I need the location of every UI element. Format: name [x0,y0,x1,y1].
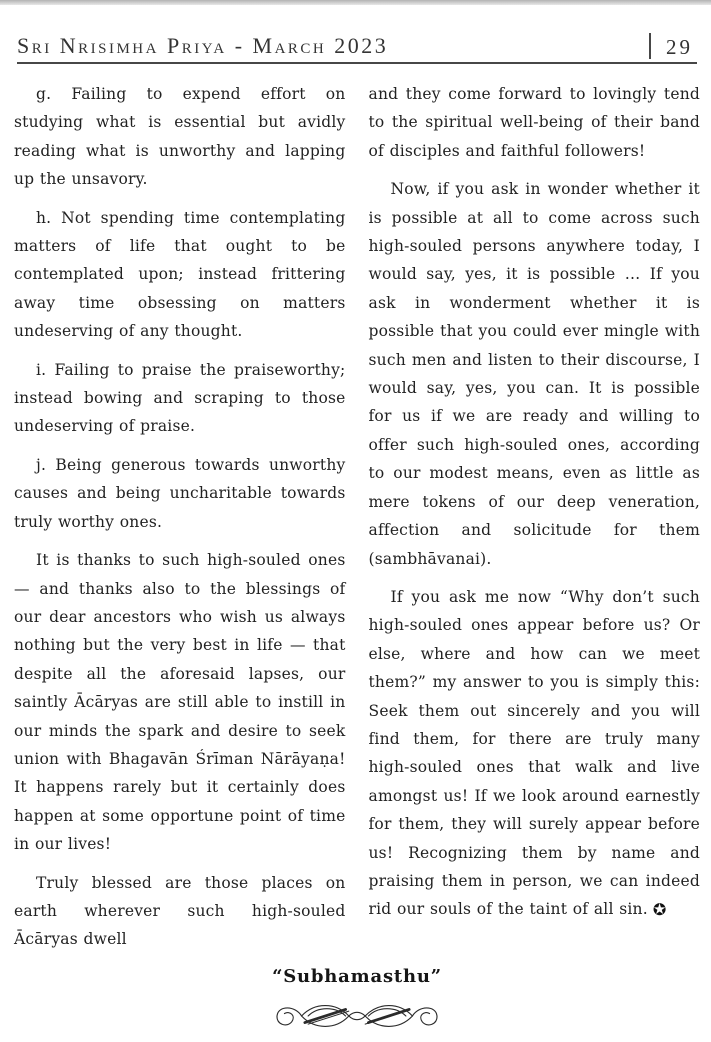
paragraph: It is thanks to such high-souled ones — and thanks also to the blessings of our dear ancestors who wish us always nothing but the very best in life — that despite all the aforesaid lapses, our saintly Ācāryas are still able to instill in our minds the spark and desire to seek union with Bhagavān Śrīman Nārāyaṇa! It happens rarely but it certainly does happen at some opportune point of time in our lives! [14,551,346,854]
calligraphic-flourish-icon [267,994,447,1038]
page-header [17,33,697,64]
top-edge-strip [0,0,711,5]
article-columns [14,80,700,964]
paragraph: and they come forward to lovingly tend to the spiritual well-being of their band of disciples and faithful followers! [368,85,700,160]
signoff-text: “Subhamasthu” [272,965,442,987]
journal-title: Sri Nrisimha Priya - March 2023 [17,33,389,58]
page-number: 29 [649,33,697,59]
paragraph: i. Failing to praise the praiseworthy; instead bowing and scraping to those undeserving of praise. [14,360,346,436]
left-column [14,80,346,964]
paragraph: Truly blessed are those places on earth wherever such high-souled Ācāryas dwell [14,873,346,949]
page-body [0,33,711,1042]
paragraph: h. Not spending time contemplating matters of life that ought to be contemplated upon; instead frittering away time obsessing on matters undeserving of any thought. [14,208,346,341]
right-column [369,80,701,964]
paragraph: If you ask me now “Why don’t such high-souled ones appear before us? Or else, where and how can we meet them?” my answer to you is simply this: Seek them out sincerely and you will find them, for there are truly many high-souled ones that walk and live amongst us! If we look around earnestly for them, they will surely appear before us! Recognizing them by name and praising them in person, we can indeed rid our souls of the taint of all sin. ✪ [369,583,701,924]
paragraph: j. Being generous towards unworthy causes and being uncharitable towards truly worthy ones. [14,455,346,531]
footer-ornament [14,994,700,1042]
paragraph: Now, if you ask in wonder whether it is possible at all to come across such high-souled persons anywhere today, I would say, yes, it is possible … If you ask in wonderment whether it is possible that you could ever mingle with such men and listen to their discourse, I would say, yes, you can. It is possible for us if we are ready and willing to offer such high-souled ones, according to our modest means, even as little as mere tokens of our deep veneration, affection and solicitude for them (sambhāvanai). [368,180,700,568]
paragraph: g. Failing to expend effort on studying what is essential but avidly reading what is unworthy and lapping up the unsavory. [14,85,346,189]
end-of-article-icon: ✪ [652,900,667,920]
